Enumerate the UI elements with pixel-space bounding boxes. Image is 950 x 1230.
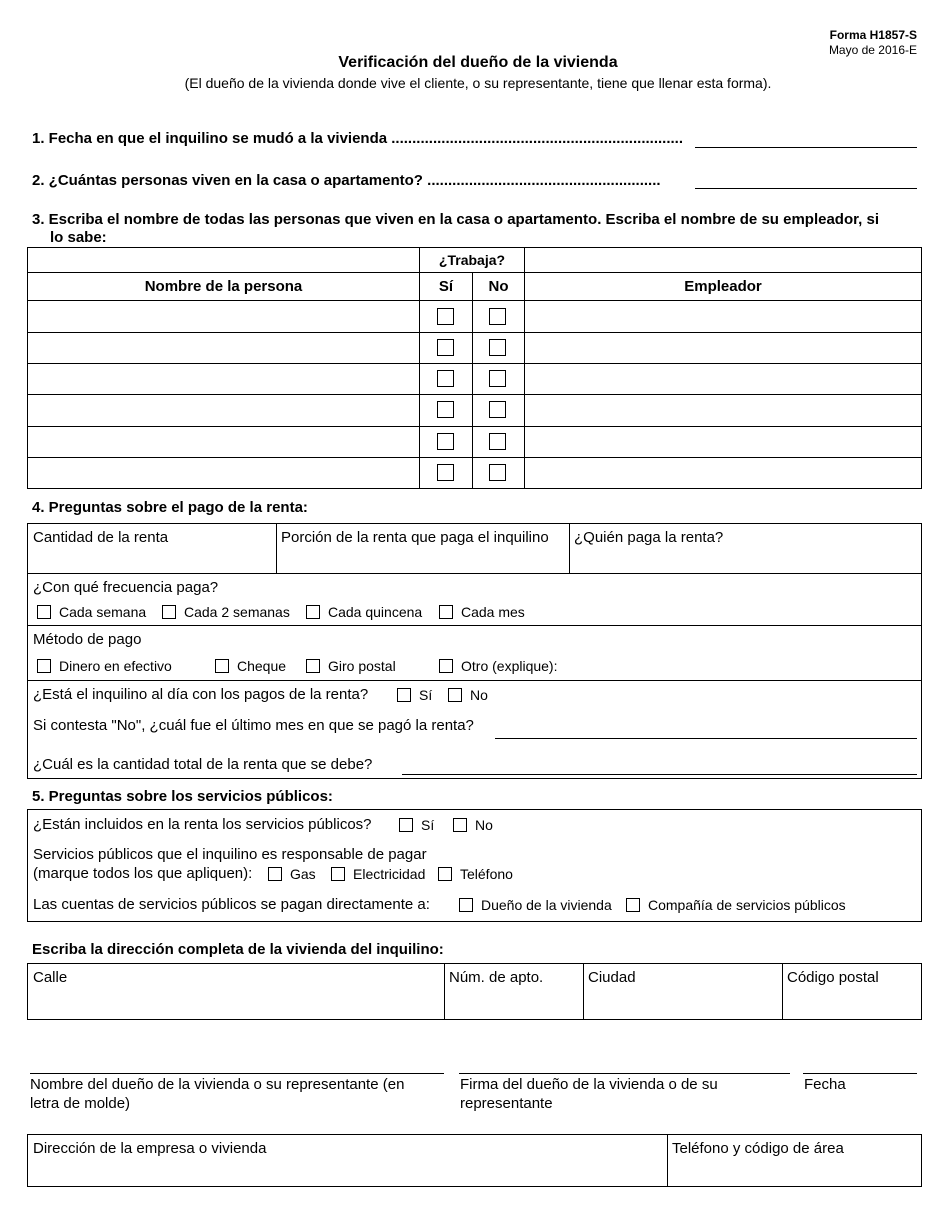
paid-to-utility-company-option[interactable]: Compañía de servicios públicos (626, 897, 846, 913)
employer-field[interactable] (527, 460, 917, 486)
checkbox-icon[interactable] (162, 605, 176, 619)
works-yes-checkbox[interactable] (437, 308, 454, 325)
form-number: Forma H1857-S (829, 28, 917, 42)
tenant-portion-label: Porción de la renta que paga el inquilino (281, 529, 549, 546)
works-no-checkbox[interactable] (489, 370, 506, 387)
q4-heading: 4. Preguntas sobre el pago de la renta: (32, 499, 308, 516)
address-heading: Escriba la dirección completa de la vivienda del inquilino: (32, 941, 444, 958)
utilities-included-yes[interactable]: Sí (399, 817, 434, 833)
checkbox-icon[interactable] (331, 867, 345, 881)
up-to-date-label: ¿Está el inquilino al día con los pagos de la renta? (33, 686, 369, 703)
method-money-order-option[interactable]: Giro postal (306, 658, 396, 674)
checkbox-icon[interactable] (306, 659, 320, 673)
date-label: Fecha (804, 1076, 846, 1093)
freq-monthly-option[interactable]: Cada mes (439, 604, 525, 620)
utility-electric-option[interactable]: Electricidad (331, 866, 425, 882)
checkbox-icon[interactable] (215, 659, 229, 673)
q3-label-cont: lo sabe: (50, 229, 107, 246)
freq-biweekly-option[interactable]: Cada 2 semanas (162, 604, 290, 620)
rent-section (27, 523, 922, 779)
method-other-explain-field[interactable] (569, 680, 917, 681)
col-yes-header: Sí (438, 278, 454, 295)
employer-field[interactable] (527, 397, 917, 423)
up-to-date-yes-option[interactable]: Sí (397, 687, 432, 703)
works-yes-checkbox[interactable] (437, 339, 454, 356)
method-other-option[interactable]: Otro (explique): (439, 658, 557, 674)
works-yes-checkbox[interactable] (437, 464, 454, 481)
up-to-date-no-option[interactable]: No (448, 687, 488, 703)
address-table (27, 963, 922, 1020)
employer-field[interactable] (527, 429, 917, 455)
col-name-header: Nombre de la persona (144, 278, 303, 295)
move-in-date-field[interactable] (695, 147, 917, 148)
rent-amount-label: Cantidad de la renta (33, 529, 169, 546)
utilities-included-label: ¿Están incluidos en la renta los servicios públicos? (33, 816, 372, 833)
last-month-field[interactable] (495, 738, 917, 739)
business-table (27, 1134, 922, 1187)
signature-field[interactable] (459, 1073, 790, 1074)
method-label: Método de pago (33, 631, 142, 648)
q5-heading: 5. Preguntas sobre los servicios públicos: (32, 788, 333, 805)
zip-code-field[interactable]: Código postal (787, 969, 879, 986)
works-yes-checkbox[interactable] (437, 433, 454, 450)
frequency-label: ¿Con qué frecuencia paga? (33, 579, 219, 596)
works-no-checkbox[interactable] (489, 401, 506, 418)
checkbox-icon[interactable] (439, 605, 453, 619)
household-count-field[interactable] (695, 188, 917, 189)
checkbox-icon[interactable] (397, 688, 411, 702)
works-no-checkbox[interactable] (489, 433, 506, 450)
col-no-header: No (488, 278, 509, 295)
city-field[interactable]: Ciudad (588, 969, 636, 986)
checkbox-icon[interactable] (448, 688, 462, 702)
apt-number-field[interactable]: Núm. de apto. (449, 969, 544, 986)
utilities-included-no[interactable]: No (453, 817, 493, 833)
employer-field[interactable] (527, 366, 917, 392)
person-name-field[interactable] (30, 303, 416, 329)
checkbox-icon[interactable] (399, 818, 413, 832)
responsible-label: Servicios públicos que el inquilino es responsable de pagar (33, 846, 427, 863)
col-employer-header: Empleador (684, 278, 762, 295)
business-address-field[interactable]: Dirección de la empresa o vivienda (33, 1140, 267, 1157)
owner-name-label: Nombre del dueño de la vivienda o su representante (en letra de molde) (30, 1076, 405, 1112)
q1-label: 1. Fecha en que el inquilino se mudó a la vivienda ...................................................................... (32, 130, 683, 147)
person-name-field[interactable] (30, 366, 416, 392)
person-name-field[interactable] (30, 460, 416, 486)
works-header: ¿Trabaja? (438, 252, 506, 268)
checkbox-icon[interactable] (459, 898, 473, 912)
employer-field[interactable] (527, 335, 917, 361)
person-name-field[interactable] (30, 397, 416, 423)
works-no-checkbox[interactable] (489, 308, 506, 325)
total-owed-label: ¿Cuál es la cantidad total de la renta que se debe? (33, 756, 373, 773)
person-name-field[interactable] (30, 335, 416, 361)
page-subtitle: (El dueño de la vivienda donde vive el cliente, o su representante, tiene que llenar esta forma). (184, 75, 772, 91)
phone-field[interactable]: Teléfono y código de área (672, 1140, 844, 1157)
checkbox-icon[interactable] (37, 659, 51, 673)
person-name-field[interactable] (30, 429, 416, 455)
signature-label: Firma del dueño de la vivienda o de su representante (460, 1076, 718, 1112)
total-owed-field[interactable] (402, 774, 917, 775)
freq-weekly-option[interactable]: Cada semana (37, 604, 146, 620)
q3-label: 3. Escriba el nombre de todas las personas que viven en la casa o apartamento. Escriba el nombre de su empleador, si (32, 211, 879, 228)
works-yes-checkbox[interactable] (437, 370, 454, 387)
responsible-label-cont: (marque todos los que apliquen): (33, 865, 253, 882)
freq-semimonthly-option[interactable]: Cada quincena (306, 604, 422, 620)
checkbox-icon[interactable] (268, 867, 282, 881)
method-cash-option[interactable]: Dinero en efectivo (37, 658, 172, 674)
checkbox-icon[interactable] (626, 898, 640, 912)
paid-to-label: Las cuentas de servicios públicos se pagan directamente a: (33, 896, 430, 913)
employer-field[interactable] (527, 303, 917, 329)
street-field[interactable]: Calle (33, 969, 68, 986)
last-month-label: Si contesta "No", ¿cuál fue el último mes en que se pagó la renta? (33, 717, 474, 734)
owner-name-field[interactable] (30, 1073, 444, 1074)
works-yes-checkbox[interactable] (437, 401, 454, 418)
q2-label: 2. ¿Cuántas personas viven en la casa o apartamento? ........................................................ (32, 172, 661, 189)
method-check-option[interactable]: Cheque (215, 658, 286, 674)
checkbox-icon[interactable] (306, 605, 320, 619)
utilities-section (27, 809, 922, 922)
checkbox-icon[interactable] (438, 867, 452, 881)
page-title: Verificación del dueño de la vivienda (338, 54, 618, 71)
checkbox-icon[interactable] (453, 818, 467, 832)
works-no-checkbox[interactable] (489, 464, 506, 481)
utility-gas-option[interactable]: Gas (268, 866, 316, 882)
utility-phone-option[interactable]: Teléfono (438, 866, 513, 882)
checkbox-icon[interactable] (439, 659, 453, 673)
who-pays-label: ¿Quién paga la renta? (574, 529, 724, 546)
date-field[interactable] (803, 1073, 917, 1074)
household-table (27, 247, 922, 489)
checkbox-icon[interactable] (37, 605, 51, 619)
works-no-checkbox[interactable] (489, 339, 506, 356)
paid-to-owner-option[interactable]: Dueño de la vivienda (459, 897, 612, 913)
form-date: Mayo de 2016-E (828, 43, 917, 57)
